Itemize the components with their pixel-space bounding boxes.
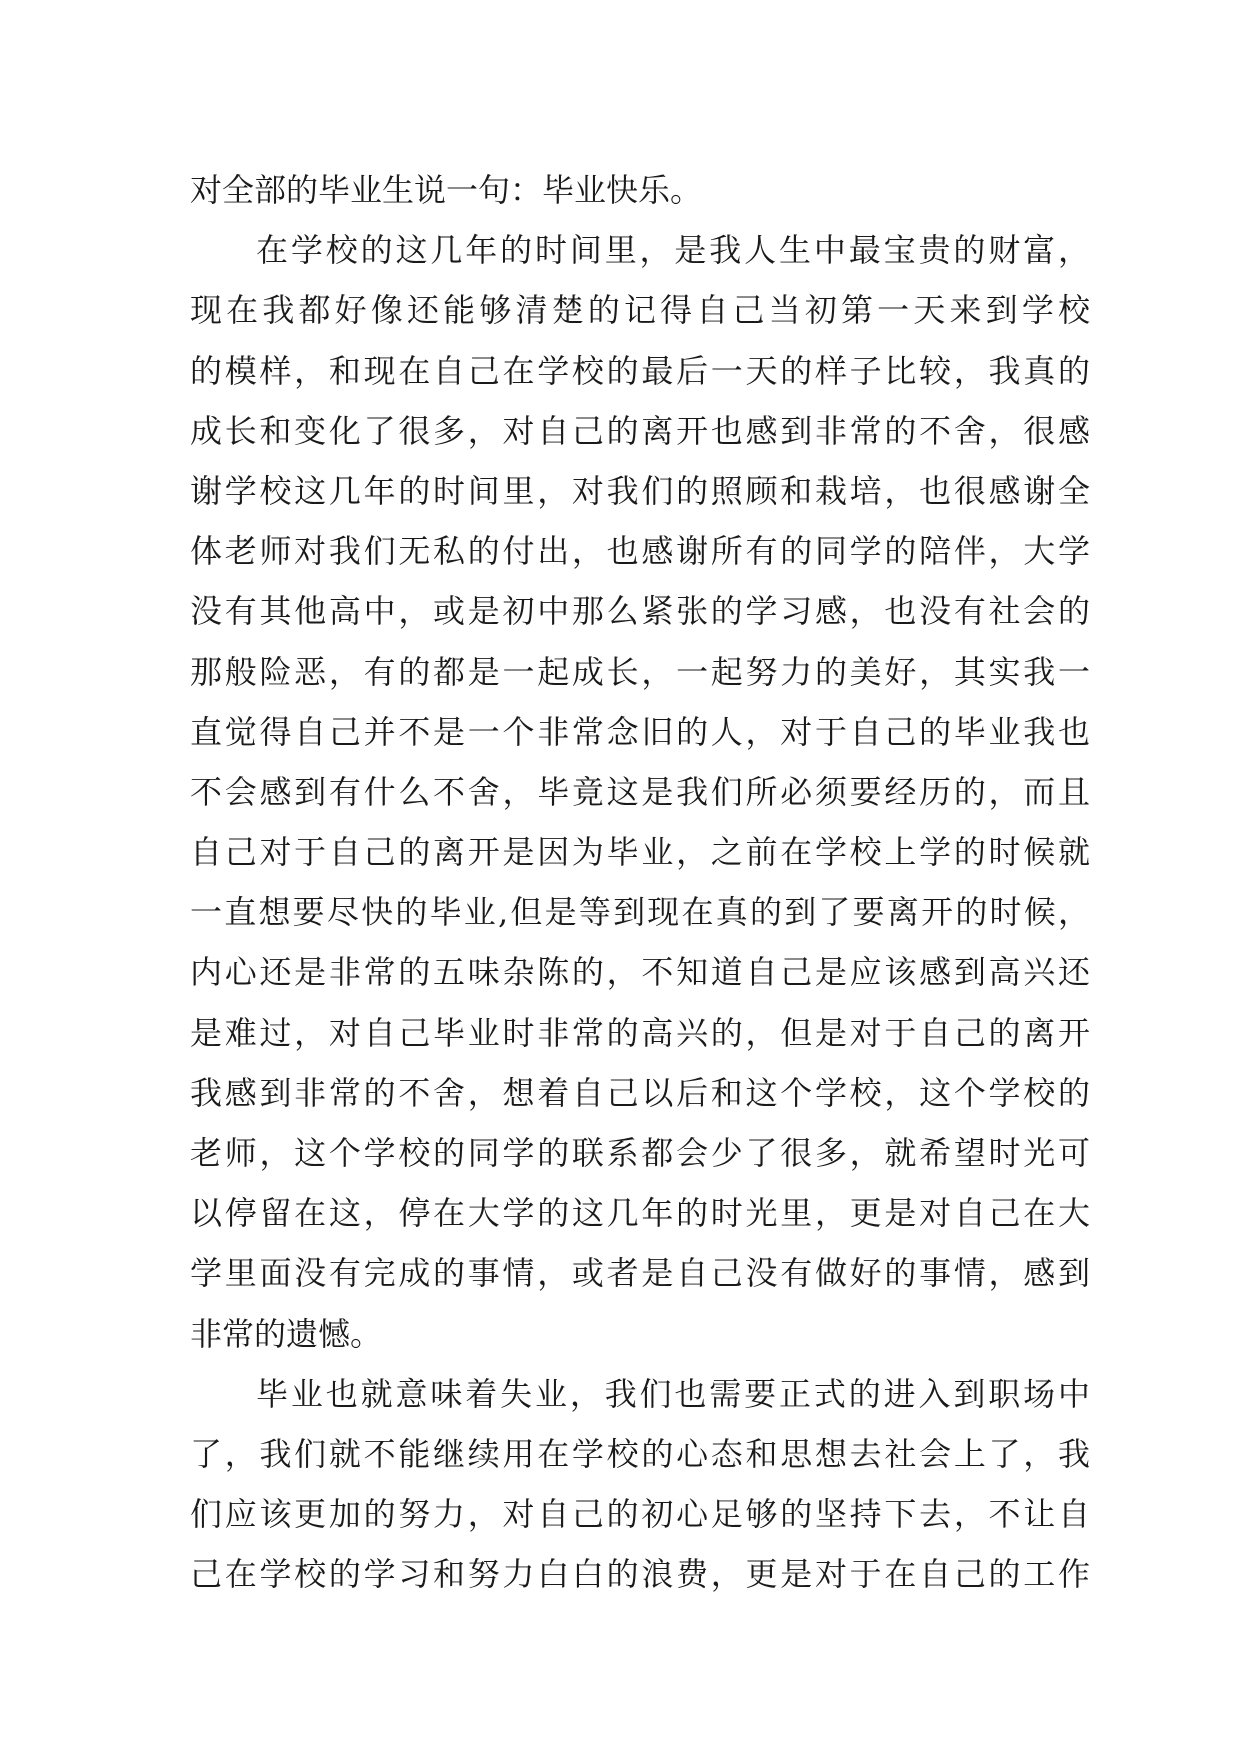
text-line: 们应该更加的努力，对自己的初心足够的坚持下去，不让自 (190, 1495, 1090, 1534)
text-line: 内心还是非常的五味杂陈的，不知道自己是应该感到高兴还 (190, 953, 1090, 992)
text-line: 学里面没有完成的事情，或者是自己没有做好的事情，感到 (190, 1254, 1090, 1293)
text-line: 体老师对我们无私的付出，也感谢所有的同学的陪伴，大学 (190, 532, 1090, 571)
text-line: 自己对于自己的离开是因为毕业，之前在学校上学的时候就 (190, 833, 1090, 872)
text-line: 成长和变化了很多，对自己的离开也感到非常的不舍，很感 (190, 411, 1090, 450)
text-line: 谢学校这几年的时间里，对我们的照顾和栽培，也很感谢全 (190, 471, 1090, 510)
text-line: 是难过，对自己毕业时非常的高兴的，但是对于自己的离开 (190, 1013, 1090, 1052)
text-line: 我感到非常的不舍，想着自己以后和这个学校，这个学校的 (190, 1073, 1090, 1112)
text-line: 老师，这个学校的同学的联系都会少了很多，就希望时光可 (190, 1134, 1090, 1172)
text-line: 不会感到有什么不舍，毕竟这是我们所必须要经历的，而且 (190, 772, 1090, 811)
text-line: 一直想要尽快的毕业,但是等到现在真的到了要离开的时候， (190, 893, 1090, 932)
paragraph-first-line: 毕业也就意味着失业，我们也需要正式的进入到职场中 (256, 1374, 1090, 1413)
text-line: 那般险恶，有的都是一起成长，一起努力的美好，其实我一 (190, 652, 1090, 691)
text-line: 直觉得自己并不是一个非常念旧的人，对于自己的毕业我也 (190, 712, 1090, 751)
text-line: 了，我们就不能继续用在学校的心态和思想去社会上了，我 (190, 1434, 1090, 1473)
text-line: 没有其他高中，或是初中那么紧张的学习感，也没有社会的 (190, 592, 1090, 631)
body-text (190, 160, 1090, 1605)
paragraph-last-line: 非常的遗憾。 (190, 1314, 383, 1353)
text-line: 对全部的毕业生说一句：毕业快乐。 (190, 171, 703, 209)
paragraph-first-line: 在学校的这几年的时间里，是我人生中最宝贵的财富， (256, 231, 1090, 270)
text-line: 己在学校的学习和努力白白的浪费，更是对于在自己的工作 (190, 1555, 1090, 1594)
text-line: 现在我都好像还能够清楚的记得自己当初第一天来到学校 (190, 291, 1090, 330)
text-line: 的模样，和现在自己在学校的最后一天的样子比较，我真的 (190, 351, 1090, 390)
text-line: 以停留在这，停在大学的这几年的时光里，更是对自己在大 (190, 1194, 1090, 1233)
